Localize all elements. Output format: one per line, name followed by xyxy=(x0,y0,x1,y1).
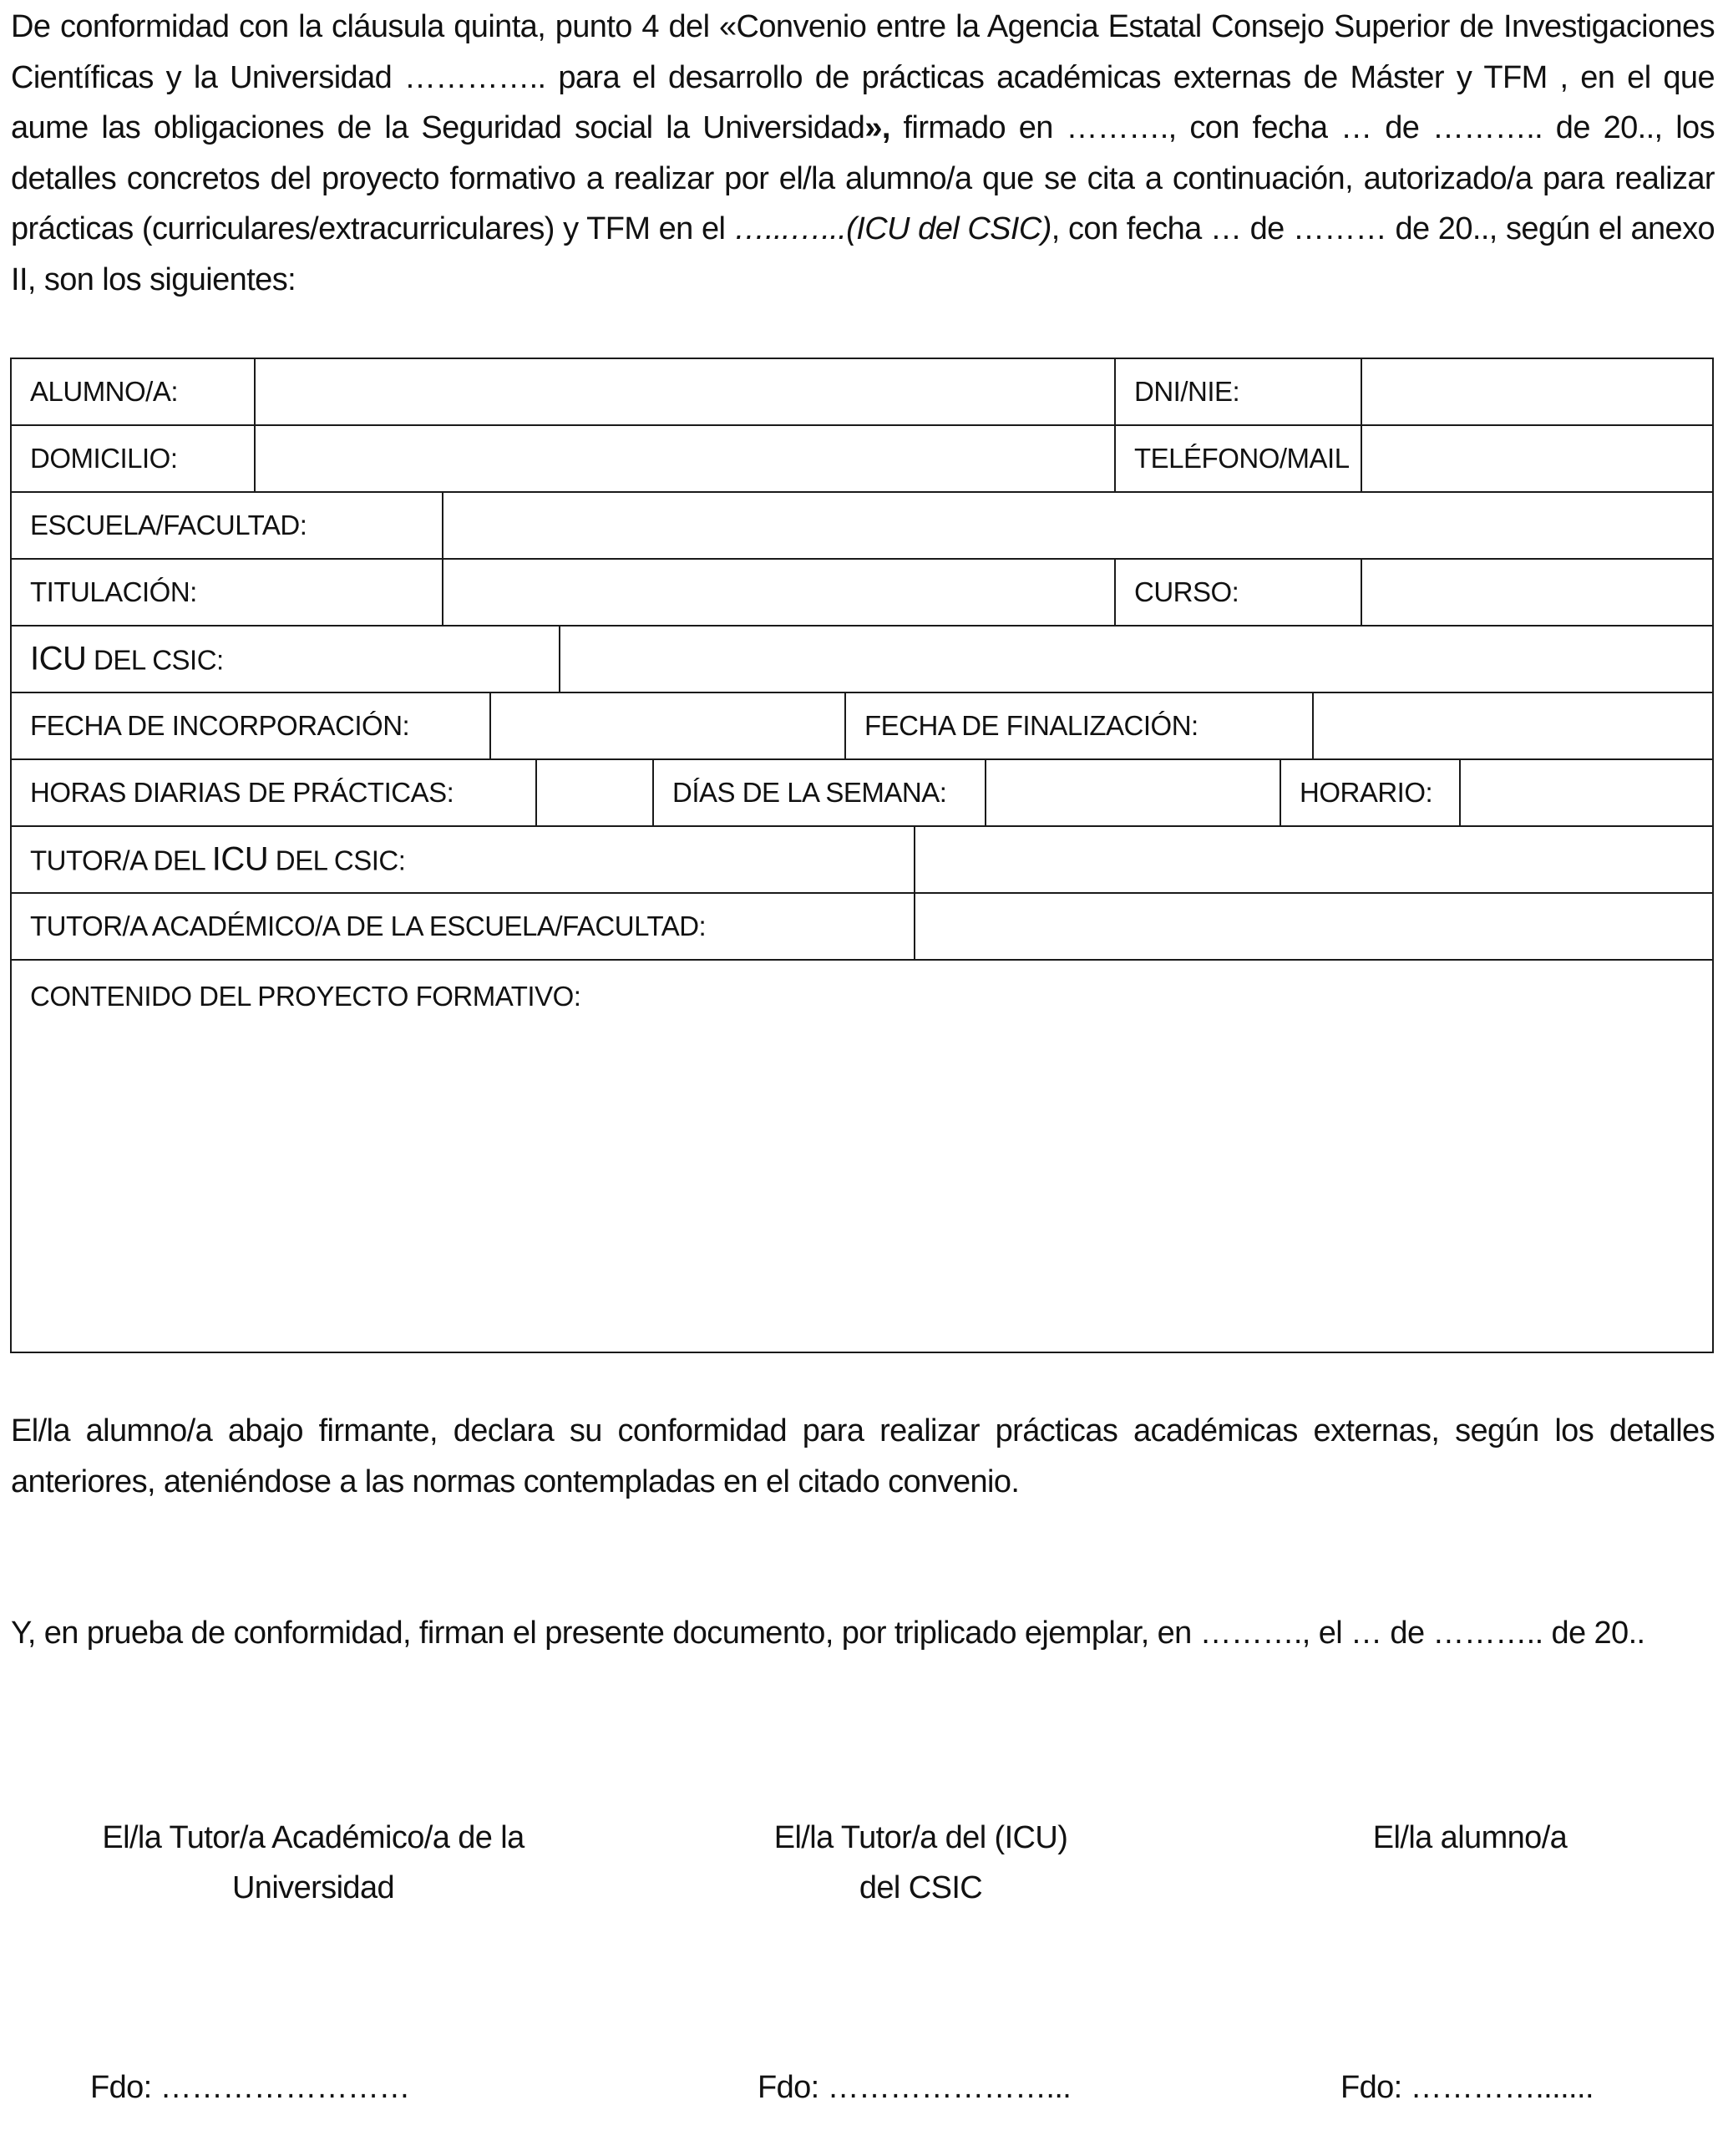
cell-tutor-academico-label xyxy=(12,894,914,959)
declaration-paragraph: El/la alumno/a abajo firmante, declara su conformidad para realizar prácticas académicas externas, según los detalles anteriores, ateniéndose a las normas contempladas en el citado convenio. xyxy=(11,1413,1715,1499)
signature-title-alumno xyxy=(1299,1813,1641,1863)
cell-dni-label xyxy=(1114,359,1361,424)
label-escuela: ESCUELA/FACULTAD: xyxy=(30,510,307,540)
signature-title-tutor-academico-line2: Universidad xyxy=(231,1870,395,1905)
label-icu-acronym: ICU xyxy=(30,640,87,677)
field-telefono[interactable] xyxy=(1361,426,1712,491)
cell-titulacion-label xyxy=(12,560,442,625)
label-tutor-icu xyxy=(30,841,405,879)
field-escuela[interactable] xyxy=(442,493,1712,558)
signature-title-tutor-icu-line1: El/la Tutor/a del (ICU) xyxy=(773,1820,1068,1855)
cell-horas-label xyxy=(12,760,535,825)
label-dias-semana: DÍAS DE LA SEMANA: xyxy=(672,777,947,808)
proof-paragraph: Y, en prueba de conformidad, firman el presente documento, por triplicado ejemplar, en ………., el … de ……….. de 20.. xyxy=(11,1616,1645,1651)
field-alumno[interactable] xyxy=(254,359,1114,424)
field-contenido[interactable] xyxy=(12,961,1712,1352)
signature-line-tutor-academico[interactable]: Fdo: …………………… xyxy=(90,2070,410,2105)
cell-domicilio-label xyxy=(12,426,254,491)
label-tutor-academico: TUTOR/A ACADÉMICO/A DE LA ESCUELA/FACULTAD: xyxy=(30,911,707,941)
label-horario: HORARIO: xyxy=(1300,777,1433,808)
field-horas-diarias[interactable] xyxy=(535,760,652,825)
signature-line-alumno[interactable]: Fdo: …………....... xyxy=(1340,2070,1594,2105)
signature-title-tutor-academico xyxy=(58,1813,568,1913)
cell-alumno-label xyxy=(12,359,254,424)
label-tutor-icu-suffix: DEL CSIC: xyxy=(268,845,406,876)
row-contenido xyxy=(12,961,1712,1352)
cell-horario-label xyxy=(1280,760,1459,825)
row-fechas xyxy=(12,693,1712,760)
row-horario xyxy=(12,760,1712,827)
field-curso[interactable] xyxy=(1361,560,1712,625)
label-alumno: ALUMNO/A: xyxy=(30,376,179,407)
label-curso: CURSO: xyxy=(1134,576,1239,607)
signature-line-tutor-icu[interactable]: Fdo: …………………... xyxy=(758,2070,1072,2105)
intro-close-quote: », xyxy=(864,110,890,145)
label-fecha-incorporacion: FECHA DE INCORPORACIÓN: xyxy=(30,710,410,741)
field-titulacion[interactable] xyxy=(442,560,1114,625)
label-icu xyxy=(30,641,224,678)
field-dias-semana[interactable] xyxy=(985,760,1280,825)
cell-icu-label xyxy=(12,627,559,692)
row-domicilio xyxy=(12,426,1712,493)
label-telefono: TELÉFONO/MAIL xyxy=(1134,443,1350,474)
label-horas-diarias: HORAS DIARIAS DE PRÁCTICAS: xyxy=(30,777,454,808)
signature-title-alumno-line1: El/la alumno/a xyxy=(1372,1820,1568,1855)
row-tutor-icu xyxy=(12,827,1712,894)
field-horario[interactable] xyxy=(1459,760,1712,825)
label-icu-suffix: DEL CSIC: xyxy=(86,644,224,676)
row-alumno xyxy=(12,359,1712,426)
field-tutor-academico[interactable] xyxy=(914,894,1712,959)
field-fecha-finalizacion[interactable] xyxy=(1312,693,1712,758)
cell-fecha-fin-label xyxy=(844,693,1312,758)
training-project-form xyxy=(10,358,1714,1353)
cell-telefono-label xyxy=(1114,426,1361,491)
label-domicilio: DOMICILIO: xyxy=(30,443,178,474)
row-icu xyxy=(12,627,1712,693)
intro-paragraph xyxy=(11,2,1715,305)
label-tutor-icu-prefix: TUTOR/A DEL xyxy=(30,845,212,876)
intro-text-3: , con fecha … de ……… de 20.., según el anexo II, son los siguientes: xyxy=(11,211,1715,297)
label-titulacion: TITULACIÓN: xyxy=(30,576,197,607)
signature-title-tutor-icu xyxy=(668,1813,1173,1913)
signature-title-tutor-academico-line1: El/la Tutor/a Académico/a de la xyxy=(102,1820,525,1855)
intro-text-2: firmado en ………., con fecha … de ……….. de 20.., los detalles concretos del proyecto formativo a realizar por el/la alumno/a que se cita a continuación, autorizado/a para realizar prácticas (curriculares/extracurriculares) y TFM en el xyxy=(11,110,1715,246)
label-fecha-finalizacion: FECHA DE FINALIZACIÓN: xyxy=(864,710,1198,741)
label-contenido: CONTENIDO DEL PROYECTO FORMATIVO: xyxy=(30,981,581,1012)
row-titulacion xyxy=(12,560,1712,627)
intro-icu-placeholder: …...…...(ICU del CSIC) xyxy=(733,211,1052,246)
signature-title-tutor-icu-line2: del CSIC xyxy=(859,1870,983,1905)
cell-escuela-label xyxy=(12,493,442,558)
cell-fecha-inicio-label xyxy=(12,693,489,758)
field-fecha-incorporacion[interactable] xyxy=(489,693,844,758)
field-domicilio[interactable] xyxy=(254,426,1114,491)
label-dni: DNI/NIE: xyxy=(1134,376,1240,407)
cell-curso-label xyxy=(1114,560,1361,625)
label-tutor-icu-acronym: ICU xyxy=(211,840,269,878)
row-tutor-academico xyxy=(12,894,1712,961)
field-dni[interactable] xyxy=(1361,359,1712,424)
intro-text-1: De conformidad con la cláusula quinta, punto 4 del «Convenio entre la Agencia Estatal Consejo Superior de Investigaciones Científicas y la Universidad ………….. para el desarrollo de prácticas académicas externas de Máster y TFM , en el que aume las obligaciones de la Seguridad social la Universidad xyxy=(11,9,1715,145)
cell-tutor-icu-label xyxy=(12,827,914,892)
field-icu[interactable] xyxy=(559,627,1712,692)
row-escuela xyxy=(12,493,1712,560)
cell-dias-label xyxy=(652,760,985,825)
field-tutor-icu[interactable] xyxy=(914,827,1712,892)
